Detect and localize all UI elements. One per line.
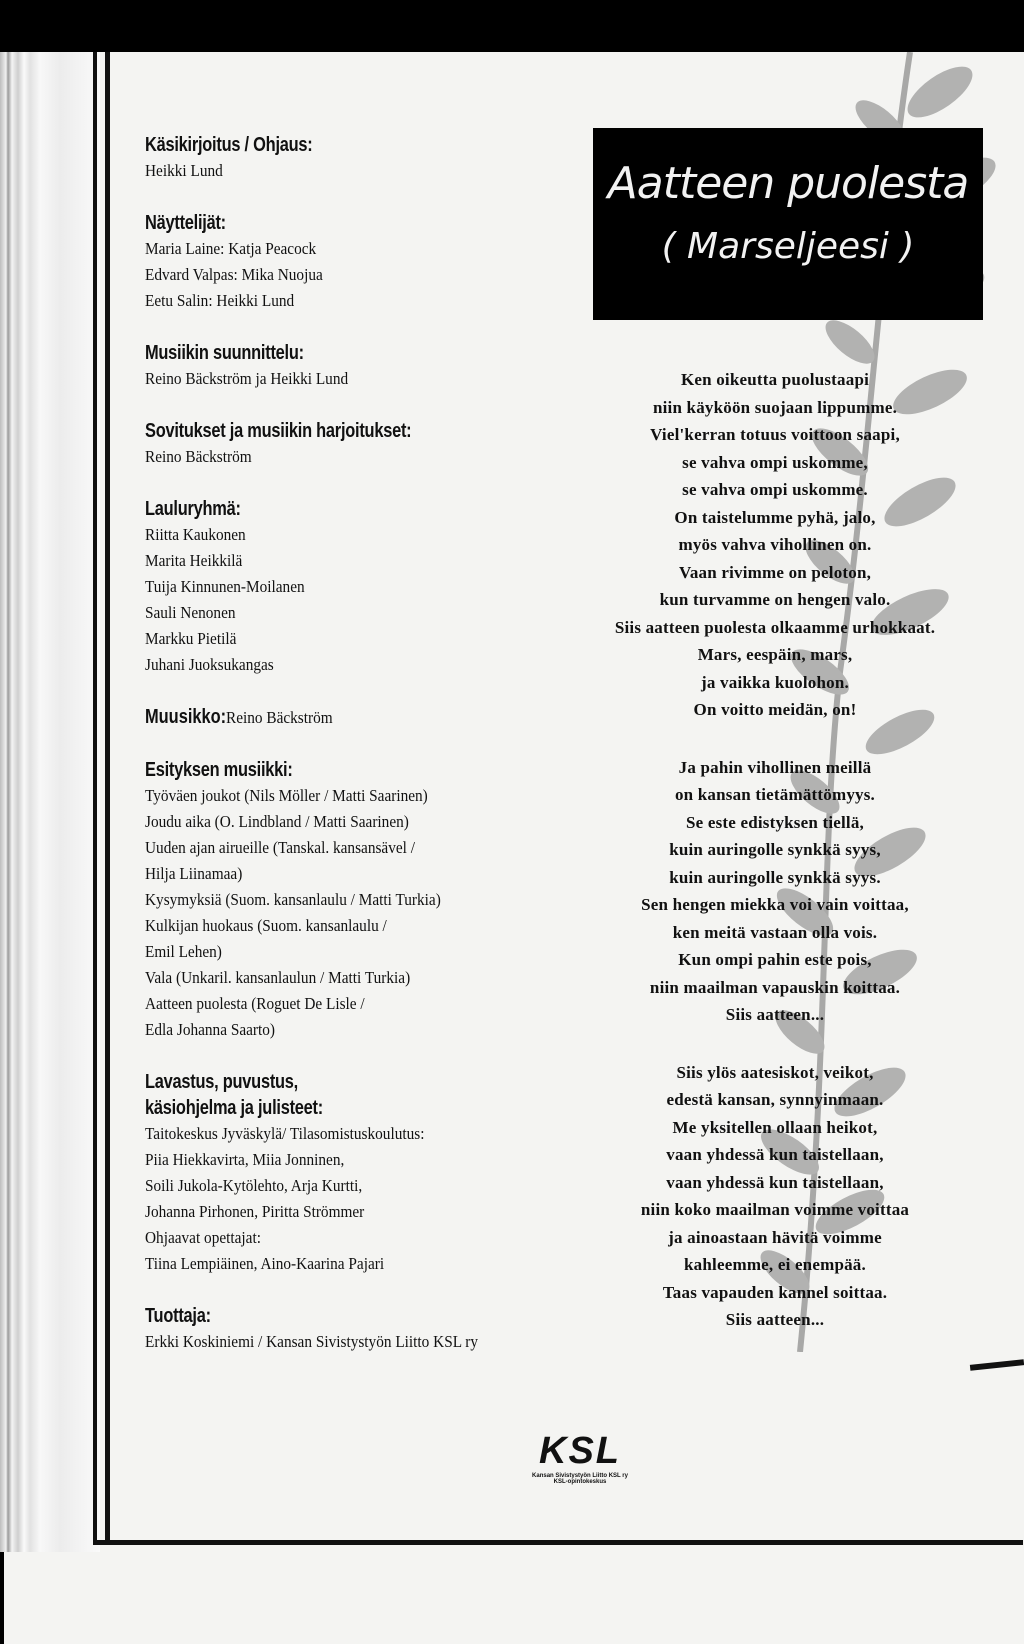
credit-heading: Käsikirjoitus / Ohjaus:	[145, 134, 313, 156]
lyric-line: myös vahva vihollinen on.	[678, 535, 872, 554]
credit-section	[145, 210, 565, 314]
lyric-line: se vahva ompi uskomme,	[682, 452, 868, 472]
credit-heading: Näyttelijät:	[145, 212, 226, 234]
ksl-logo	[500, 1430, 660, 1485]
stanza	[560, 1059, 990, 1334]
logo-line: KSL-opintokeskus	[553, 1479, 607, 1485]
credit-line: Soili Jukola-Kytölehto, Arja Kurtti,	[145, 1176, 363, 1195]
credit-section	[145, 757, 565, 1043]
lyric-line: niin käyköön suojaan lippumme.	[652, 397, 898, 417]
credit-heading: Sovitukset ja musiikin harjoitukset:	[145, 420, 412, 442]
credit-line: Kysymyksiä (Suom. kansanlaulu / Matti Turkia)	[145, 890, 441, 909]
credit-line: Marita Heikkilä	[145, 551, 243, 570]
credit-heading: Muusikko:	[145, 706, 227, 728]
credit-heading: Lavastus, puvustus,	[145, 1071, 298, 1093]
lyric-line: Me yksitellen ollaan heikot,	[672, 1117, 878, 1137]
credit-line: Aatteen puolesta (Roguet De Lisle /	[145, 994, 365, 1013]
credit-line: Tuija Kinnunen-Moilanen	[145, 577, 305, 596]
credit-line: Emil Lehen)	[145, 942, 222, 961]
frame-line-bottom	[93, 1540, 1023, 1545]
credit-line: Työväen joukot (Nils Möller / Matti Saarinen)	[145, 786, 428, 805]
credit-line: Tiina Lempiäinen, Aino-Kaarina Pajari	[145, 1254, 385, 1273]
credit-heading: Tuottaja:	[145, 1305, 211, 1327]
credit-line: Kulkijan huokaus (Suom. kansanlaulu /	[145, 916, 387, 935]
lyric-line: Se este edistyksen tiellä,	[685, 812, 864, 832]
credit-line: Johanna Pirhonen, Piritta Strömmer	[145, 1202, 365, 1221]
lyric-line: kuin auringolle synkkä syys.	[669, 867, 881, 887]
credit-heading: Lauluryhmä:	[145, 498, 241, 520]
frame-line-outer	[93, 52, 97, 1544]
logo-line: Kansan Sivistystyön Liitto KSL ry	[532, 1473, 628, 1479]
lyric-line: Taas vapauden kannel soittaa.	[662, 1282, 888, 1302]
top-border	[0, 0, 1024, 52]
credit-section	[145, 1303, 565, 1355]
credit-line: Uuden ajan airueille (Tanskal. kansansävel /	[145, 838, 415, 857]
lyric-line: Sen hengen miekka voi vain voittaa,	[641, 895, 909, 914]
credits-column	[145, 132, 565, 1381]
lyric-line: Siis aatteen...	[725, 1310, 825, 1329]
credit-section	[145, 496, 565, 678]
lyric-line: On taistelumme pyhä, jalo,	[674, 507, 876, 527]
lyric-line: on kansan tietämättömyys.	[674, 785, 876, 804]
credit-line: Markku Pietilä	[145, 629, 237, 648]
credit-line: Reino Bäckström	[226, 708, 333, 727]
credit-section	[145, 418, 565, 470]
lyric-line: Mars, eespäin, mars,	[697, 645, 853, 664]
credit-line: Erkki Koskiniemi / Kansan Sivistystyön Liitto KSL ry	[145, 1332, 479, 1351]
lyric-line: niin maailman vapauskin koittaa.	[649, 977, 901, 997]
book-binding	[0, 52, 100, 1552]
lyric-line: ja ainoastaan hävitä voimme	[668, 1227, 882, 1247]
logo-text: KSL	[539, 1430, 621, 1472]
credit-section	[145, 340, 565, 392]
credit-line: Heikki Lund	[145, 161, 223, 180]
credit-section	[145, 1069, 565, 1277]
song-lyrics	[560, 366, 990, 1364]
song-subtitle: ( Marseljeesi )	[661, 226, 915, 267]
stanza	[560, 366, 990, 724]
lyric-line: vaan yhdessä kun taistellaan,	[666, 1145, 884, 1164]
frame-line-inner	[105, 52, 110, 1544]
credit-line: Juhani Juoksukangas	[145, 655, 274, 674]
lyric-line: ken meitä vastaan olla vois.	[672, 922, 878, 942]
credit-line: Reino Bäckström ja Heikki Lund	[145, 369, 349, 388]
credit-section	[145, 132, 565, 184]
lyric-line: edestä kansan, synnyinmaan.	[666, 1090, 884, 1109]
lyric-line: Viel'kerran totuus voittoon saapi,	[650, 425, 900, 444]
credit-heading: käsiohjelma ja julisteet:	[145, 1097, 323, 1119]
lyric-line: kuin auringolle synkkä syys,	[669, 840, 881, 859]
lyric-line: Siis aatteen...	[725, 1005, 825, 1024]
credit-heading: Esityksen musiikki:	[145, 759, 293, 781]
credit-line: Edla Johanna Saarto)	[145, 1020, 276, 1039]
credit-line: Sauli Nenonen	[145, 603, 236, 622]
credit-line: Ohjaavat opettajat:	[145, 1228, 261, 1247]
credit-line: Edvard Valpas: Mika Nuojua	[145, 265, 323, 284]
lyric-line: Kun ompi pahin este pois,	[678, 950, 872, 969]
credit-line: Hilja Liinamaa)	[145, 864, 243, 883]
lyric-line: Siis aatteen puolesta olkaamme urhokkaat.	[614, 617, 936, 637]
credit-section	[145, 704, 565, 731]
credit-heading: Musiikin suunnittelu:	[145, 342, 304, 364]
song-title-box	[593, 128, 983, 320]
lyric-line: kun turvamme on hengen valo.	[659, 590, 891, 609]
lyric-line: Ja pahin vihollinen meillä	[678, 757, 872, 777]
credit-line: Reino Bäckström	[145, 447, 252, 466]
lyric-line: On voitto meidän, on!	[693, 700, 857, 719]
lyric-line: Siis ylös aatesiskot, veikot,	[676, 1062, 874, 1082]
song-title: Aatteen puolesta	[607, 158, 969, 209]
stanza	[560, 754, 990, 1029]
lyric-line: Vaan rivimme on peloton,	[678, 562, 872, 582]
lyric-line: Ken oikeutta puolustaapi	[680, 370, 870, 389]
credit-line: Piia Hiekkavirta, Miia Jonninen,	[145, 1150, 345, 1169]
credit-line: Taitokeskus Jyväskylä/ Tilasomistuskoulutus:	[145, 1124, 425, 1143]
lyric-line: vaan yhdessä kun taistellaan,	[666, 1172, 884, 1192]
lyric-line: ja vaikka kuolohon.	[701, 672, 849, 692]
lyric-line: se vahva ompi uskomme.	[682, 480, 868, 499]
credit-line: Maria Laine: Katja Peacock	[145, 239, 317, 258]
credit-line: Vala (Unkaril. kansanlaulun / Matti Turkia)	[145, 968, 411, 987]
lyric-line: niin koko maailman voimme voittaa	[640, 1200, 910, 1219]
credit-line: Eetu Salin: Heikki Lund	[145, 291, 295, 310]
credit-line: Riitta Kaukonen	[145, 525, 246, 544]
credit-line: Joudu aika (O. Lindbland / Matti Saarinen)	[145, 812, 409, 831]
lyric-line: kahleemme, ei enempää.	[684, 1255, 866, 1274]
